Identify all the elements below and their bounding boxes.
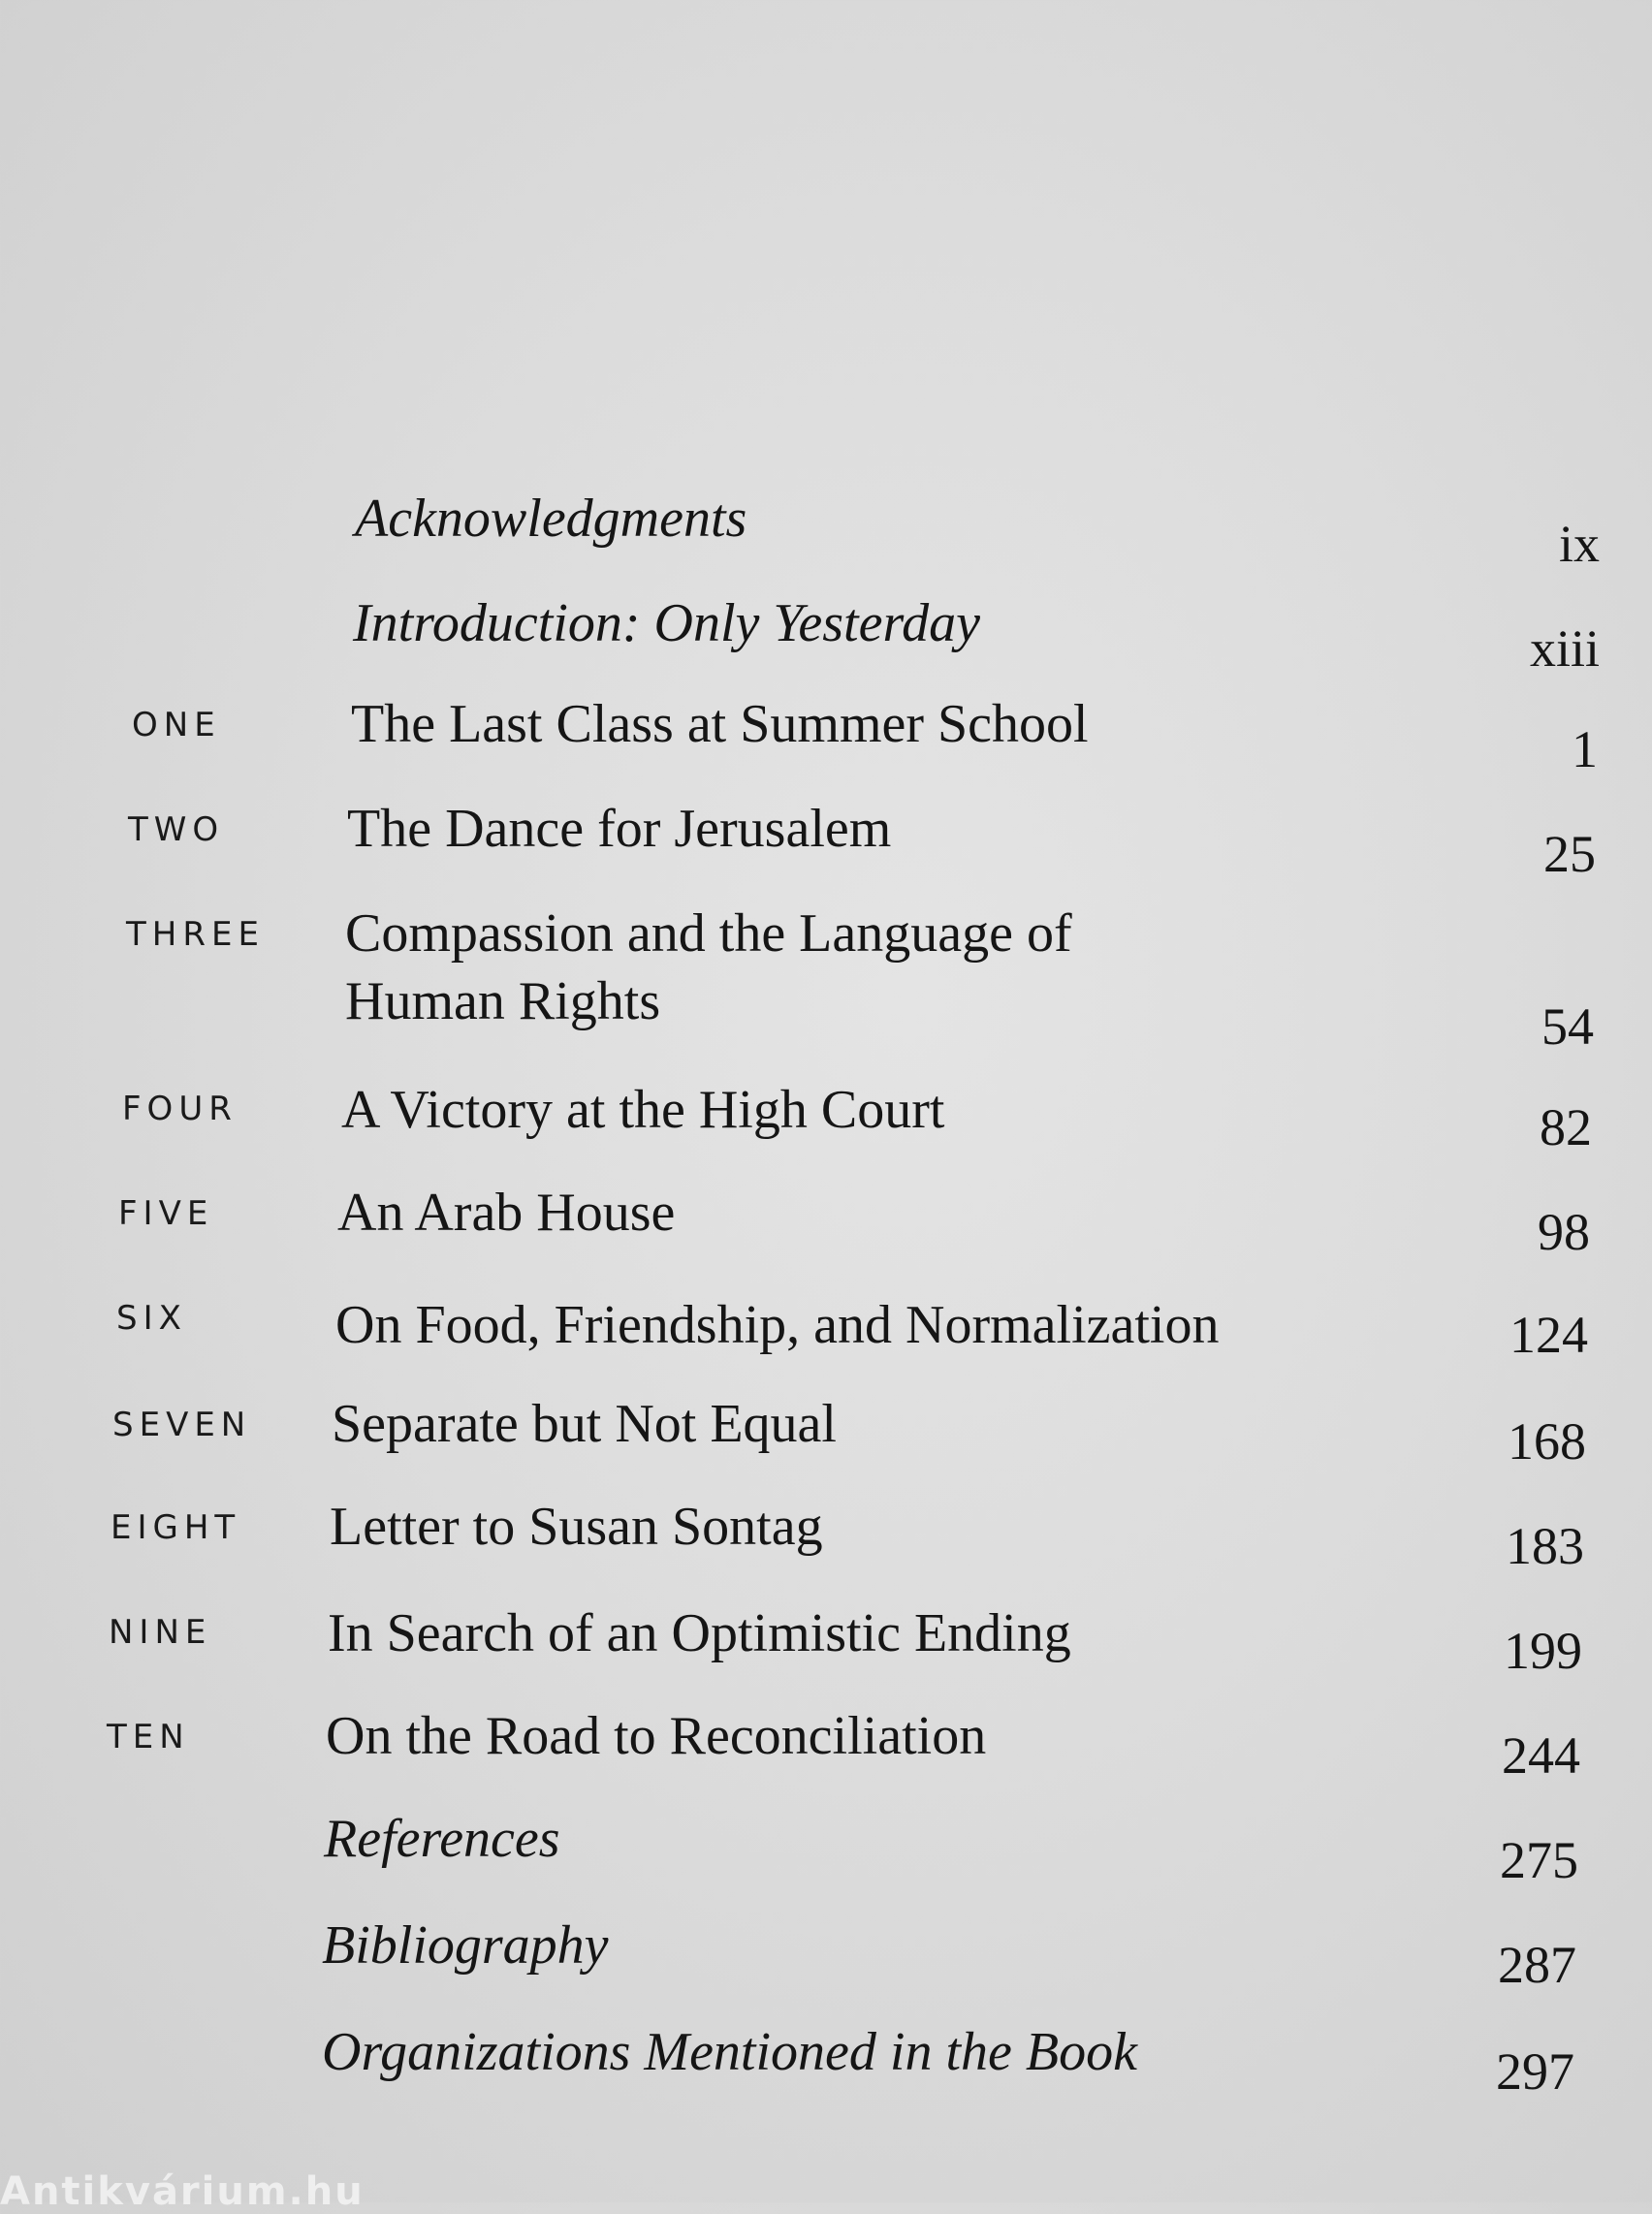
toc-page-number: ix xyxy=(1558,515,1600,573)
toc-page-number: 54 xyxy=(1541,997,1594,1056)
toc-page-number: 275 xyxy=(1500,1831,1578,1889)
chapter-number: EIGHT xyxy=(111,1508,241,1547)
toc-page-number: 297 xyxy=(1496,2042,1574,2101)
toc-title-line-2: Human Rights xyxy=(345,971,661,1031)
toc-title: Introduction: Only Yesterday xyxy=(353,593,981,653)
toc-title: Organizations Mentioned in the Book xyxy=(322,2022,1137,2082)
toc-title: A Victory at the High Court xyxy=(341,1080,945,1140)
chapter-number: SEVEN xyxy=(112,1406,252,1444)
toc-title: Acknowledgments xyxy=(355,489,747,549)
toc-title-line-1: Compassion and the Language of xyxy=(345,903,1072,964)
chapter-number: TWO xyxy=(128,810,225,849)
chapter-number: SIX xyxy=(116,1299,187,1338)
chapter-number: NINE xyxy=(109,1613,212,1652)
toc-title: On Food, Friendship, and Normalization xyxy=(335,1295,1220,1355)
toc-page-number: 1 xyxy=(1572,720,1598,778)
toc-page-number: 244 xyxy=(1502,1726,1580,1785)
chapter-number: FOUR xyxy=(122,1090,238,1128)
chapter-number: FIVE xyxy=(118,1194,214,1233)
toc-title: The Last Class at Summer School xyxy=(351,694,1089,754)
toc-title: The Dance for Jerusalem xyxy=(347,799,892,859)
toc-page-number: 168 xyxy=(1508,1412,1586,1471)
chapter-number: TEN xyxy=(107,1718,190,1756)
toc-title: References xyxy=(324,1809,560,1869)
chapter-number: ONE xyxy=(132,706,221,744)
toc-title: Letter to Susan Sontag xyxy=(330,1497,823,1557)
toc-page-number: xiii xyxy=(1529,619,1600,678)
toc-title: Separate but Not Equal xyxy=(332,1394,837,1454)
toc-title: Bibliography xyxy=(322,1915,609,1976)
toc-page-number: 98 xyxy=(1538,1203,1590,1261)
watermark: Antikvárium.hu xyxy=(0,2169,365,2214)
toc-page-number: 287 xyxy=(1498,1936,1576,1994)
toc-page-number: 199 xyxy=(1504,1622,1582,1680)
chapter-number: THREE xyxy=(126,915,265,954)
toc-page-number: 183 xyxy=(1506,1517,1584,1575)
toc-title xyxy=(345,900,1072,1035)
toc-page-number: 124 xyxy=(1509,1306,1588,1364)
toc-page-number: 82 xyxy=(1540,1098,1592,1156)
toc-title: On the Road to Reconciliation xyxy=(326,1706,987,1766)
toc-title: An Arab House xyxy=(337,1183,676,1243)
toc-title: In Search of an Optimistic Ending xyxy=(328,1603,1071,1663)
toc-page-number: 25 xyxy=(1543,825,1596,883)
